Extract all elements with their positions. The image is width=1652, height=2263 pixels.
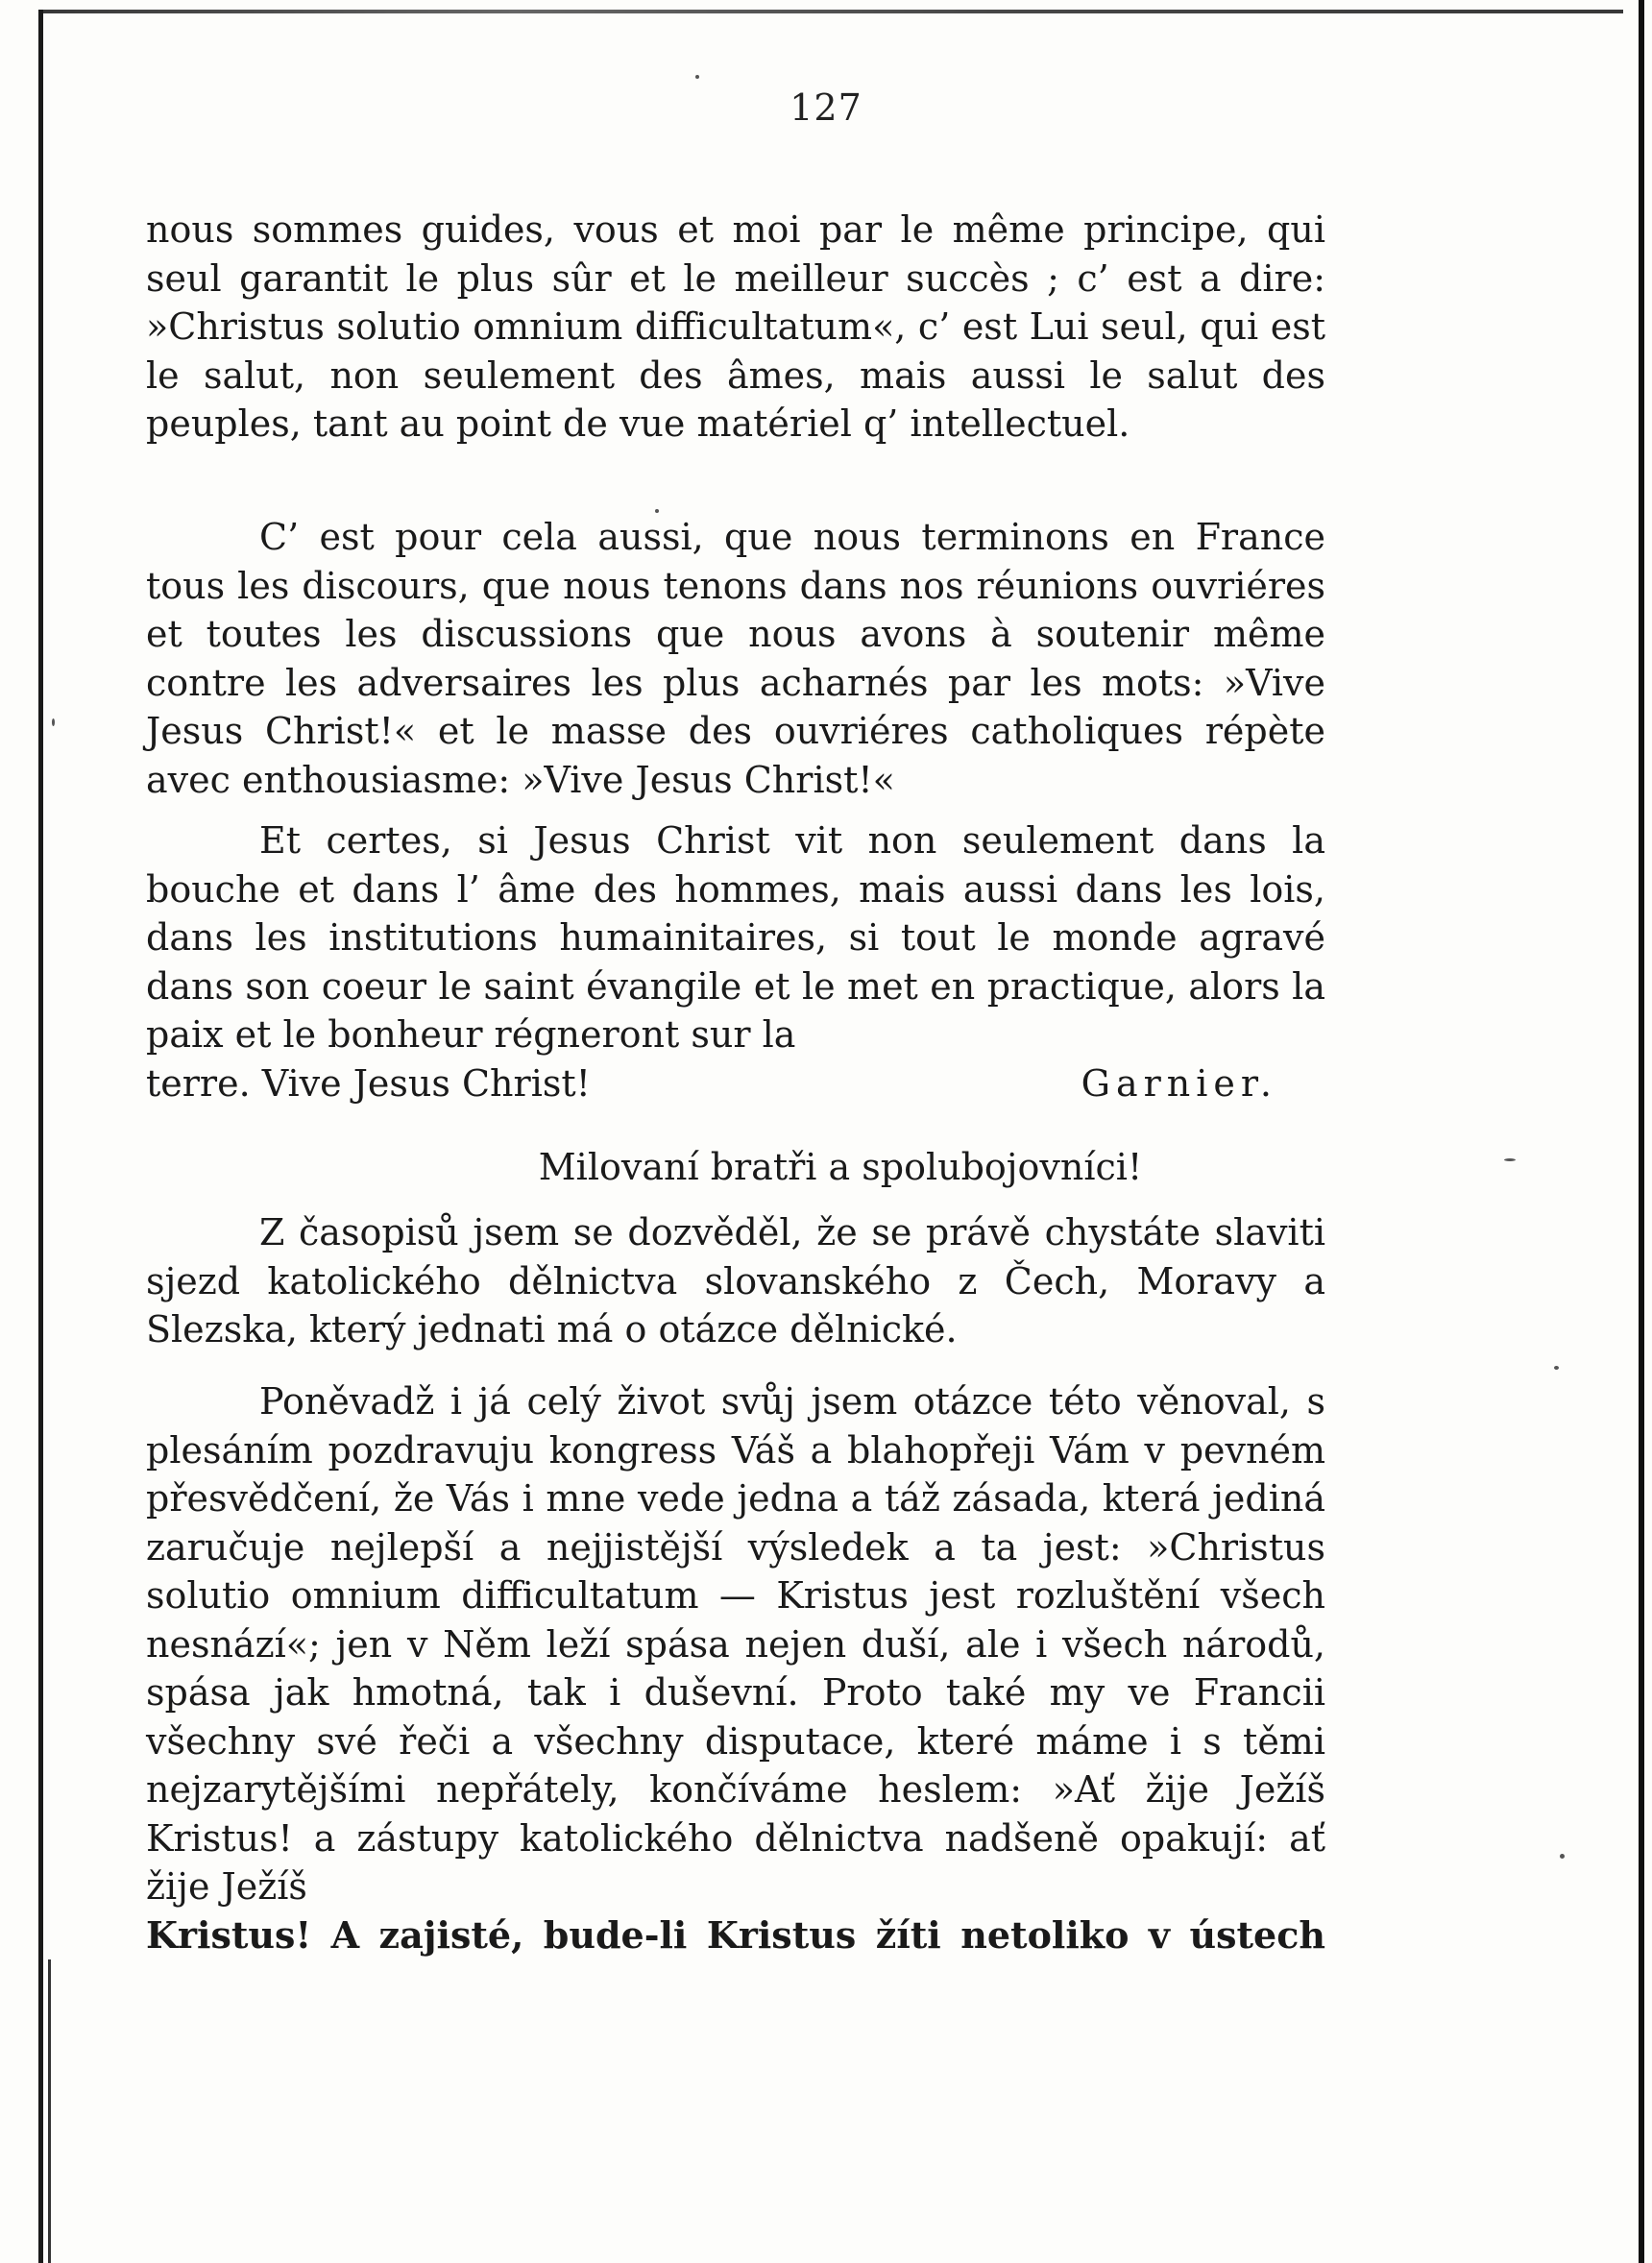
last-line: Kristus! A zajisté, bude-li Kristus žíti netoliko v ústech — [146, 1912, 1325, 1957]
scan-speck — [1554, 1366, 1559, 1370]
czech-salutation: Milovaní bratři a spolubojovníci! — [538, 1146, 1143, 1188]
paragraph-text: C’ est pour cela aussi, que nous terminons en France tous les discours, que nous tenons dans nos réunions ouvriéres et toutes les discussions que nous avons à soutenir même contre les adversaires les plus acharnés par les mots: »Vive Jesus Christ!« et le masse des ouvriéres catholiques répète avec enthousiasme: »Vive Jesus Christ!« — [146, 516, 1325, 801]
scan-edge-right — [1639, 0, 1644, 2263]
closing-text: terre. Vive Jesus Christ! — [146, 1061, 591, 1105]
czech-paragraph-1 — [146, 1208, 1325, 1354]
french-paragraph-2 — [146, 513, 1325, 804]
scan-edge-left-inner — [48, 1959, 51, 2263]
scan-speck — [52, 718, 55, 726]
czech-paragraph-2 — [146, 1377, 1325, 1959]
closing-line — [146, 1059, 1325, 1108]
page-number: 127 — [790, 86, 862, 129]
paragraph-text: Et certes, si Jesus Christ vit non seulement dans la bouche et dans l’ âme des hommes, mais aussi dans les lois, dans les institutions humainitaires, si tout le monde agravé dans son coeur le saint évangile et le met en practique, alors la paix et le bonheur régneront sur la — [146, 819, 1325, 1056]
paragraph-text: Z časopisů jsem se dozvěděl, že se právě chystáte slaviti sjezd katolického dělnictva slovanského z Čech, Moravy a Slezska, který jednati má o otázce dělnické. — [146, 1211, 1325, 1350]
signature: Garnier. — [1081, 1061, 1277, 1105]
french-paragraph-1 — [146, 206, 1325, 449]
paragraph-text: nous sommes guides, vous et moi par le même principe, qui seul garantit le plus sûr et le meilleur succès ; c’ est a dire: »Christus solutio omnium difficultatum«, c’ est Lui seul, qui est le salut, non seulement des âmes, mais aussi le salut des peuples, tant au point de vue matériel q’ intellectuel. — [146, 208, 1325, 445]
scan-speck — [695, 75, 699, 79]
french-paragraph-3 — [146, 816, 1325, 1107]
scan-edge-left — [38, 10, 43, 2263]
scan-speck — [1560, 1854, 1565, 1859]
scan-edge-top — [38, 10, 1623, 13]
paragraph-text: Poněvadž i já celý život svůj jsem otázce této věnoval, s plesáním pozdravuju kongress Váš a blahopřeji Vám v pevném přesvědčení, že Vás i mne vede jedna a táž zásada, která jediná zaručuje nejlepší a nejjistější výsledek a ta jest: »Christus solutio omnium difficultatum — Kristus jest rozluštění všech nesnází«; jen v Něm leží spása nejen duší, ale i všech národů, spása jak hmotná, tak i duševní. Proto také my ve Francii všechny své řeči a všechny disputace, které máme i s těmi nejzarytějšími nepřátely, končíváme heslem: »Ať žije Ježíš Kristus! a zástupy katolického dělnictva nadšeně opakují: ať žije Ježíš — [146, 1380, 1325, 1908]
